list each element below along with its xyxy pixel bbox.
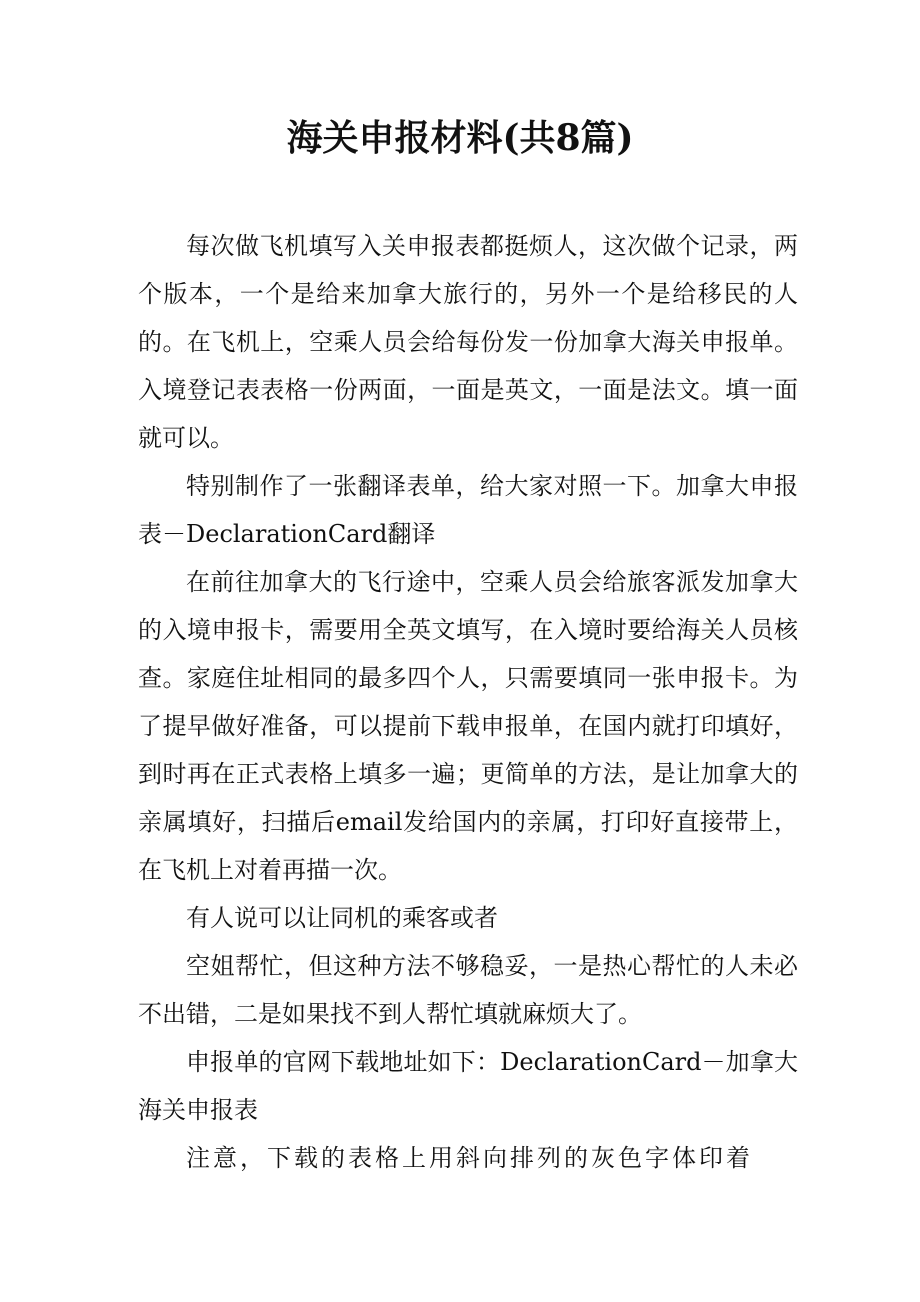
paragraph-2: 特别制作了一张翻译表单，给大家对照一下。加拿大申报表－DeclarationCard翻译 — [138, 472, 798, 548]
paragraph-1: 每次做飞机填写入关申报表都挺烦人，这次做个记录，两个版本，一个是给来加拿大旅行的，另外一个是给移民的人的。在飞机上，空乘人员会给每份发一份加拿大海关申报单。入境登记表表格一份两面，一面是英文，一面是法文。填一面就可以。 — [138, 232, 798, 452]
document-title: 海关申报材料(共8篇) — [286, 117, 634, 159]
paragraph-3: 在前往加拿大的飞行途中，空乘人员会给旅客派发加拿大的入境申报卡，需要用全英文填写，在入境时要给海关人员核查。家庭住址相同的最多四个人，只需要填同一张申报卡。为了提早做好准备，可以提前下载申报单，在国内就打印填好，到时再在正式表格上填多一遍；更简单的方法，是让加拿大的亲属填好，扫描后email发给国内的亲属，打印好直接带上，在飞机上对着再描一次。 — [138, 568, 798, 884]
document-body — [138, 222, 798, 1182]
paragraph-5: 空姐帮忙，但这种方法不够稳妥，一是热心帮忙的人未必不出错，二是如果找不到人帮忙填就麻烦大了。 — [138, 952, 798, 1028]
paragraph-4: 有人说可以让同机的乘客或者 — [186, 904, 498, 932]
paragraph-7: 注意，下载的表格上用斜向排列的灰色字体印着 — [186, 1144, 753, 1172]
paragraph-6: 申报单的官网下载地址如下：DeclarationCard－加拿大海关申报表 — [138, 1048, 798, 1124]
